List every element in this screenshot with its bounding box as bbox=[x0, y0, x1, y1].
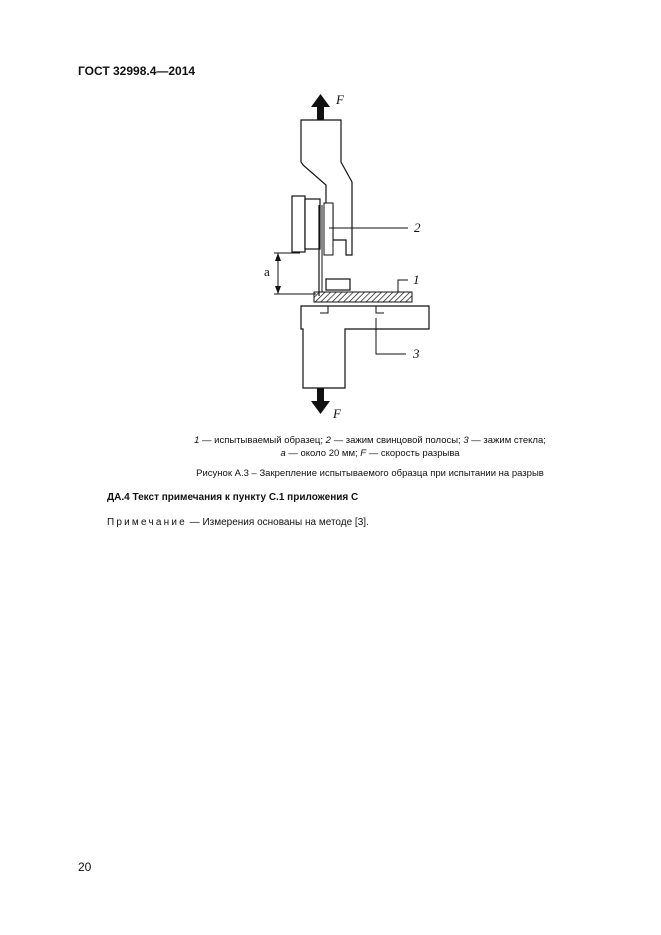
clamp-block-inner bbox=[305, 199, 320, 249]
note-label: Примечание bbox=[107, 517, 187, 528]
force-label-bottom: F bbox=[333, 406, 341, 421]
legend-line-1: 1 — испытываемый образец; 2 — зажим свинцовой полосы; 3 — зажим стекла; bbox=[194, 435, 546, 446]
arrow-down-icon bbox=[311, 388, 330, 414]
figure-caption: Рисунок А.3 – Закрепление испытываемого образца при испытании на разрыв bbox=[196, 468, 544, 479]
note-paragraph bbox=[107, 517, 369, 528]
document-header: ГОСТ 32998.4—2014 bbox=[78, 64, 196, 78]
callout-3: 3 bbox=[413, 346, 420, 361]
section-heading: ДА.4 Текст примечания к пункту С.1 приложения С bbox=[107, 492, 359, 503]
spacer-block bbox=[326, 279, 350, 290]
note-text: — Измерения основаны на методе [3]. bbox=[186, 517, 369, 528]
callout-1: 1 bbox=[413, 272, 420, 287]
force-label-top: F bbox=[336, 92, 344, 107]
legend-line-2: a — около 20 мм; F — скорость разрыва bbox=[280, 448, 460, 459]
arrow-up-icon bbox=[311, 94, 330, 120]
test-specimen bbox=[314, 292, 412, 302]
clamp-block-left bbox=[292, 196, 305, 252]
page-number: 20 bbox=[78, 860, 92, 874]
glass-clamp bbox=[301, 306, 429, 388]
leader-line-1 bbox=[398, 280, 408, 292]
dimension-label: a bbox=[264, 264, 270, 279]
lead-strip-clamp bbox=[324, 203, 333, 255]
callout-2: 2 bbox=[414, 220, 421, 235]
dimension-a bbox=[274, 253, 316, 294]
figure-legend bbox=[100, 434, 640, 460]
